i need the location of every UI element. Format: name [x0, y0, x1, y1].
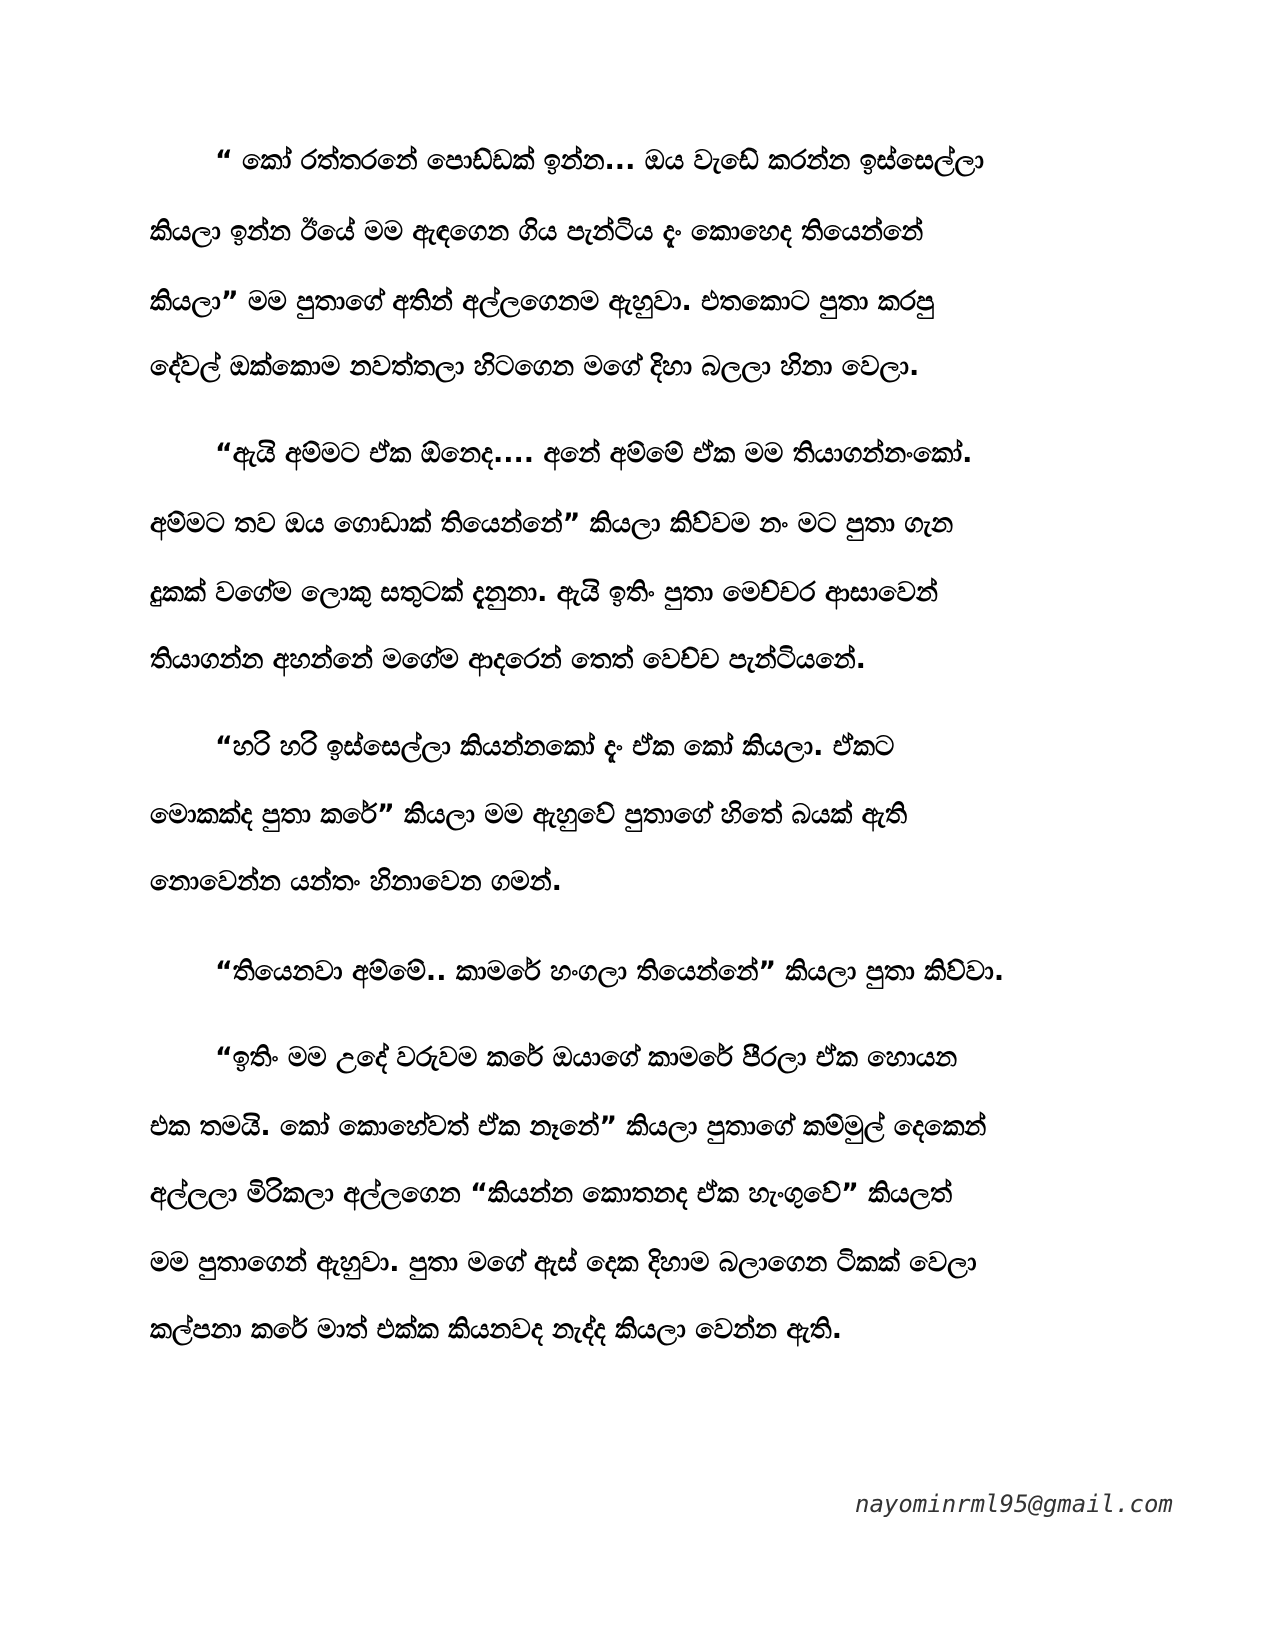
- paragraph-5-line-3: අල්ලලා මිරිකලා අල්ලගෙන “කියන්න කොතනද ඒක හැංගුවේ” කියලත්: [150, 1178, 953, 1209]
- paragraph-3-line-1: “හරි හරි ඉස්සෙල්ලා කියන්නකෝ දැං ඒක කෝ කියලා. ඒකට: [215, 731, 895, 762]
- paragraph-1-line-4: දේවල් ඔක්කොම නවත්තලා හිටගෙන මගේ දිහා බලලා හිනා වෙලා.: [150, 351, 920, 382]
- paragraph-3-line-3: නොවෙන්න යන්තං හිනාවෙන ගමන්.: [150, 866, 562, 897]
- paragraph-5-line-2: එක තමයි. කෝ කොහේවත් ඒක නෑනේ” කියලා පුතාගේ කම්මුල් දෙකෙන්: [150, 1111, 987, 1142]
- paragraph-1-line-1: “ කෝ රත්තරනේ පොඩ්ඩක් ඉන්න... ඔය වැඩේ කරන්න ඉස්සෙල්ලා: [215, 145, 984, 176]
- paragraph-1-line-3: කියලා” මම පුතාගේ අතින් අල්ලගෙනම ඇහුවා. එතකොට පුතා කරපු: [150, 286, 935, 317]
- paragraph-5-line-1: “ඉතිං මම උදේ වරුවම කරේ ඔයාගේ කාමරේ පීරලා ඒක හොයන: [215, 1042, 958, 1073]
- paragraph-2-line-4: තියාගන්න අහන්නේ මගේම ආදරෙන් තෙත් වෙච්ච පැන්ටියනේ.: [150, 644, 866, 675]
- footer-email: nayominrml95@gmail.com: [855, 1490, 1173, 1518]
- paragraph-4-line-1: “තියෙනවා අම්මේ.. කාමරේ හංගලා තියෙන්නේ” කියලා පුතා කිව්වා.: [215, 956, 1005, 987]
- paragraph-2-line-3: දුකක් වගේම ලොකු සතුටක් දැනුනා. ඇයි ඉතිං පුතා මෙච්චර ආසාවෙන්: [150, 577, 938, 608]
- paragraph-3-line-2: මොකක්ද පුතා කරේ” කියලා මම ඇහුවේ පුතාගේ හිතේ බයක් ඇති: [150, 799, 908, 830]
- paragraph-1-line-2: කියලා ඉන්න ඊයේ මම ඇඳගෙන ගිය පැන්ටිය දැං කොහෙද තියෙන්නේ: [150, 216, 924, 247]
- paragraph-2-line-2: අම්මට තව ඔය ගොඩාක් තියෙන්නේ” කියලා කිව්වම නං මට පුතා ගැන: [150, 508, 954, 539]
- paragraph-5-line-5: කල්පනා කරේ මාත් එක්ක කියනවද නැද්ද කියලා වෙන්න ඇති.: [150, 1314, 842, 1345]
- paragraph-5-line-4: මම පුතාගෙන් ඇහුවා. පුතා මගේ ඇස් දෙක දිහාම බලාගෙන ටිකක් වෙලා: [150, 1247, 977, 1278]
- paragraph-2-line-1: “ඇයි අම්මට ඒක ඕනෙද.... අනේ අම්මේ ඒක මම තියාගන්නංකෝ.: [215, 438, 973, 469]
